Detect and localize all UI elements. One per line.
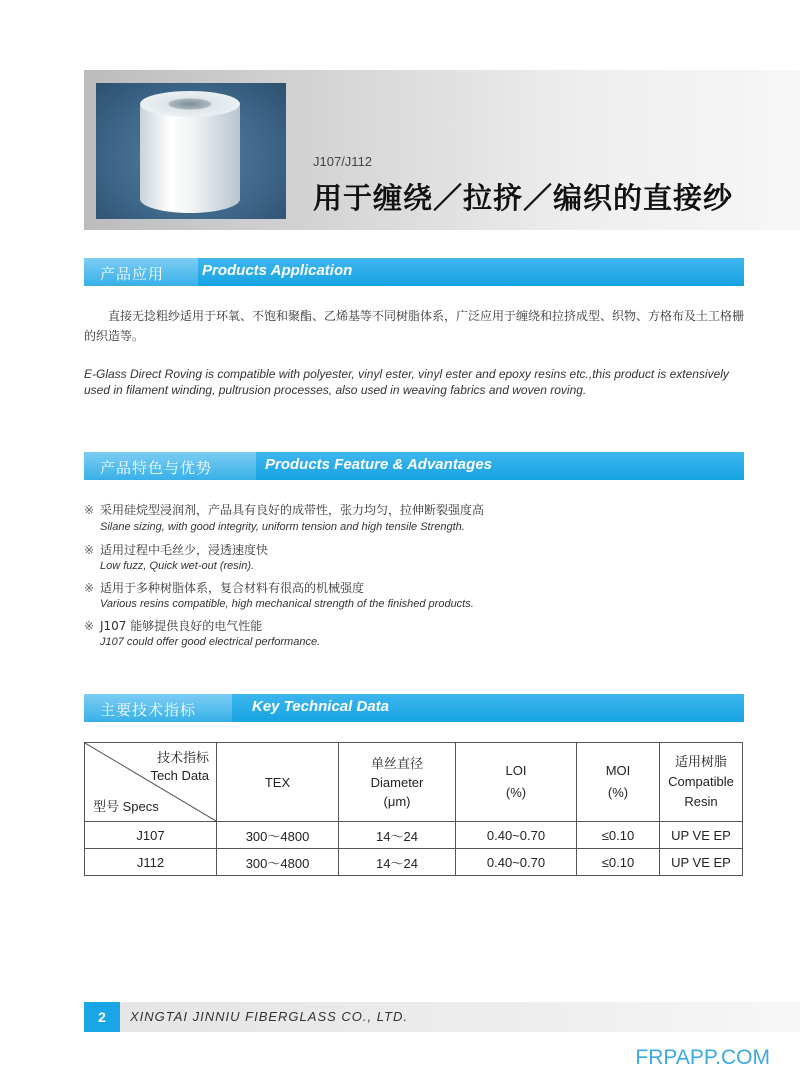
header-line: Resin — [684, 794, 718, 809]
feature-text-cn: 采用硅烷型浸润剂，产品具有良好的成带性，张力均匀，拉伸断裂强度高 — [100, 503, 485, 517]
header-line: Compatible — [668, 774, 734, 789]
corner-top-cn: 技术指标 — [156, 750, 209, 765]
table-cell: 14～24 — [339, 822, 456, 849]
page-number: 2 — [84, 1002, 120, 1032]
section-header-technical — [84, 694, 744, 722]
roving-spool-top — [140, 91, 240, 117]
section-title-cn: 主要技术指标 — [100, 701, 197, 719]
section-header-application — [84, 258, 744, 286]
corner-top-label — [150, 749, 209, 785]
table-row — [85, 849, 743, 876]
feature-item — [84, 617, 262, 634]
feature-text-en: Low fuzz, Quick wet-out (resin). — [100, 560, 255, 572]
table-cell: 0.40~0.70 — [456, 822, 577, 849]
table-cell: 300～4800 — [217, 849, 339, 876]
feature-text-cn: 适用于多种树脂体系，复合材料有很高的机械强度 — [100, 581, 365, 595]
section-title-cn: 产品应用 — [100, 265, 165, 283]
bullet-mark: ※ — [84, 619, 95, 633]
column-header — [217, 743, 339, 822]
column-header — [577, 743, 660, 822]
corner-top-en: Tech Data — [150, 768, 209, 783]
header-line: LOI — [505, 763, 527, 778]
application-text-en: E-Glass Direct Roving is compatible with polyester, vinyl ester, vinyl ester and epoxy resins etc.,this product is extensively used in filament winding, pultrusion processes, also used in weaving fabrics and woven roving. — [84, 367, 729, 397]
table-cell: 300～4800 — [217, 822, 339, 849]
section-title-cn: 产品特色与优势 — [100, 459, 213, 477]
watermark: FRPAPP.COM — [635, 1046, 770, 1069]
header-line: (%) — [607, 785, 629, 800]
technical-data-table — [84, 742, 743, 876]
header-line: (%) — [505, 785, 527, 800]
table-cell: UP VE EP — [660, 849, 743, 876]
table-cell: J107 — [85, 822, 217, 849]
feature-text-cn: 适用过程中毛丝少，浸透速度快 — [100, 543, 269, 557]
corner-bottom-label: 型号 Specs — [93, 799, 159, 814]
header-line: 单丝直径 — [370, 755, 423, 771]
product-photo — [96, 83, 286, 219]
column-header — [456, 743, 577, 822]
header-line: MOI — [605, 763, 631, 778]
header-line: Diameter — [370, 774, 424, 790]
table-cell: J112 — [85, 849, 217, 876]
application-text-cn: 直接无捻粗纱适用于环氧、不饱和聚酯、乙烯基等不同树脂体系，广泛应用于缠绕和拉挤成型、织物、方格布及土工格栅的织造等。 — [84, 309, 745, 343]
column-header — [339, 743, 456, 822]
product-model: J107/J112 — [313, 154, 373, 169]
column-header — [660, 743, 743, 822]
table-row — [85, 822, 743, 849]
table-cell: UP VE EP — [660, 822, 743, 849]
feature-text-en: Various resins compatible, high mechanical strength of the finished products. — [100, 598, 474, 610]
bullet-mark: ※ — [84, 543, 95, 557]
bullet-mark: ※ — [84, 503, 95, 517]
table-corner-cell — [85, 743, 217, 822]
table-cell: ≤0.10 — [577, 849, 660, 876]
feature-text-en: J107 could offer good electrical performance. — [100, 636, 321, 648]
header-line: 适用树脂 — [674, 754, 727, 769]
section-title-en: Key Technical Data — [252, 698, 389, 715]
page-footer — [84, 1002, 800, 1032]
table-header-row — [85, 743, 743, 822]
section-title-en: Products Feature & Advantages — [265, 456, 492, 473]
feature-item — [84, 541, 268, 558]
header-line: (μm) — [383, 793, 411, 809]
table-cell: 14～24 — [339, 849, 456, 876]
feature-text-en: Silane sizing, with good integrity, uniform tension and high tensile Strength. — [100, 521, 465, 533]
table-cell: 0.40~0.70 — [456, 849, 577, 876]
bullet-mark: ※ — [84, 581, 95, 595]
section-header-features — [84, 452, 744, 480]
table-cell: ≤0.10 — [577, 822, 660, 849]
header-line: TEX — [264, 774, 291, 790]
section-title-en: Products Application — [202, 262, 353, 279]
feature-item — [84, 501, 484, 518]
feature-item — [84, 579, 364, 596]
page-title: 用于缠绕／拉挤／编织的直接纱 — [313, 181, 734, 215]
feature-text-cn: J107 能够提供良好的电气性能 — [100, 619, 263, 633]
company-name: XINGTAI JINNIU FIBERGLASS CO., LTD. — [130, 1009, 408, 1024]
